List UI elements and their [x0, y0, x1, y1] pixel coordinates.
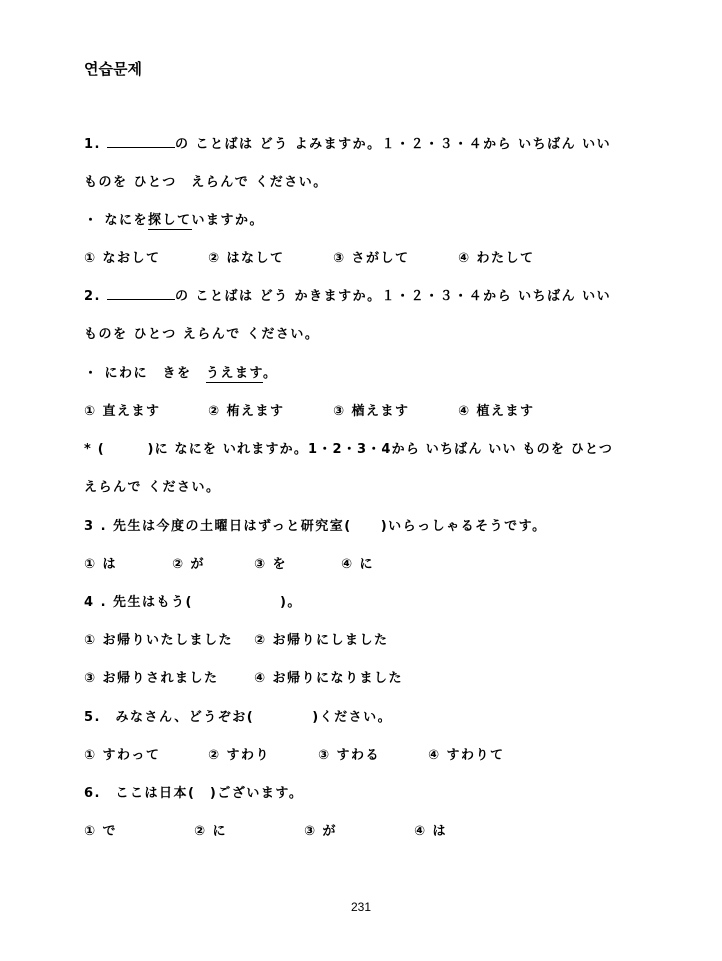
question-1-sentence	[84, 212, 264, 230]
question-3-text: 3 . 先生は今度の土曜日はずっと研究室( )いらっしゃるそうです。	[84, 519, 547, 534]
option-1[interactable]: ① なおして	[84, 251, 161, 266]
page-number: 231	[350, 900, 372, 914]
option-1[interactable]: ① は	[84, 557, 118, 572]
sentence-suffix: いますか。	[191, 213, 265, 228]
option-3[interactable]: ③ 楢えます	[333, 404, 410, 419]
option-4[interactable]: ④ わたして	[458, 251, 535, 266]
question-number: 2.	[84, 289, 101, 304]
option-3[interactable]: ③ を	[254, 557, 288, 572]
option-1[interactable]: ① 直えます	[84, 404, 161, 419]
section-instruction: * ( )に なにを いれますか。1・2・3・4から いちばん いい ものを ひとつ	[84, 442, 614, 457]
option-3[interactable]: ③ が	[304, 824, 338, 839]
answer-blank	[107, 137, 175, 148]
question-6-text: 6. ここは日本( )ございます。	[84, 786, 304, 801]
question-2-sentence	[84, 365, 278, 383]
question-1-instruction-cont: ものを ひとつ えらんで ください。	[84, 175, 328, 190]
page-title: 연습문제	[84, 60, 142, 78]
question-instruction-text: の ことばは どう よみますか。１・２・３・４から いちばん いい	[175, 137, 612, 152]
option-2[interactable]: ② すわり	[208, 748, 271, 763]
option-2[interactable]: ② 栯えます	[208, 404, 285, 419]
sentence-prefix: ・ にわに きを	[84, 366, 207, 381]
question-2-instruction	[84, 288, 611, 306]
section-instruction-cont: えらんで ください。	[84, 480, 221, 495]
option-4[interactable]: ④ お帰りになりました	[254, 671, 404, 686]
sentence-suffix: 。	[263, 366, 278, 381]
question-5-text: 5. みなさん、どうぞお( )ください。	[84, 710, 393, 725]
question-number: 1.	[84, 137, 101, 152]
question-2-instruction-cont: ものを ひとつ えらんで ください。	[84, 327, 320, 342]
question-1-instruction	[84, 136, 611, 154]
option-2[interactable]: ② に	[194, 824, 228, 839]
option-3[interactable]: ③ すわる	[318, 748, 381, 763]
question-instruction-text: の ことばは どう かきますか。１・２・３・４から いちばん いい	[175, 289, 612, 304]
question-4-text: 4 . 先生はもう( )。	[84, 595, 302, 610]
option-2[interactable]: ② はなして	[208, 251, 285, 266]
option-4[interactable]: ④ すわりて	[428, 748, 505, 763]
option-4[interactable]: ④ に	[341, 557, 375, 572]
underlined-target-word: うえます	[206, 366, 263, 381]
sentence-prefix: ・ なにを	[84, 213, 149, 228]
option-3[interactable]: ③ さがして	[333, 251, 410, 266]
answer-blank	[107, 289, 175, 300]
option-2[interactable]: ② お帰りにしました	[254, 633, 389, 648]
option-1[interactable]: ① お帰りいたしました	[84, 633, 234, 648]
option-1[interactable]: ① で	[84, 824, 118, 839]
option-3[interactable]: ③ お帰りされました	[84, 671, 219, 686]
option-4[interactable]: ④ は	[414, 824, 448, 839]
option-4[interactable]: ④ 植えます	[458, 404, 535, 419]
option-1[interactable]: ① すわって	[84, 748, 161, 763]
option-2[interactable]: ② が	[172, 557, 206, 572]
underlined-target-word: 探して	[148, 213, 192, 228]
